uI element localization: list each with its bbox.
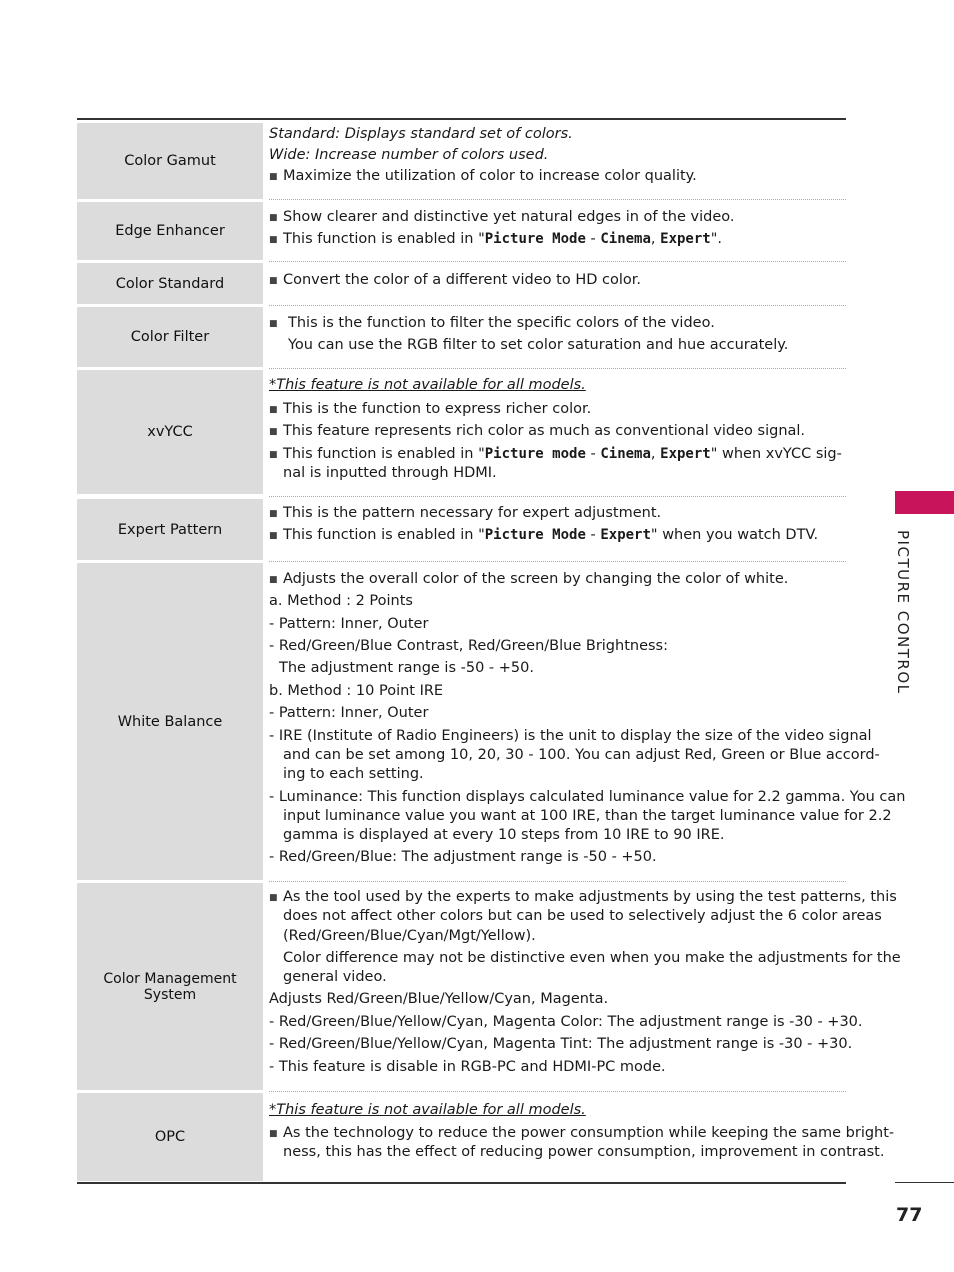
- text-line: This function is enabled in ": [283, 231, 485, 247]
- row-label: Color Management System: [77, 883, 263, 1090]
- bullet-icon: ■: [269, 319, 278, 329]
- bullet-line: [269, 422, 846, 442]
- menu-term: Picture Mode: [484, 527, 586, 543]
- text-line: The adjustment range is -50 - +50.: [279, 660, 534, 676]
- text-line: -: [585, 446, 601, 462]
- menu-term: Cinema: [600, 231, 651, 247]
- table-row-color-standard: [77, 263, 846, 306]
- row-description: [269, 307, 846, 369]
- table-row-color-gamut: [77, 123, 846, 200]
- text-line: Color difference may not be distinctive even when you make the adjustments for the: [283, 950, 901, 966]
- bullet-icon: ■: [269, 427, 278, 437]
- text-line: ,: [650, 231, 661, 247]
- row-label: xvYCC: [77, 370, 263, 494]
- menu-term: Expert: [600, 527, 651, 543]
- text-line: does not affect other colors but can be used to selectively adjust the 6 color areas: [283, 908, 882, 924]
- row-label: Color Standard: [77, 263, 263, 304]
- text-line: -: [585, 527, 601, 543]
- table-row-edge-enhancer: [77, 202, 846, 262]
- menu-term: Expert: [660, 231, 711, 247]
- menu-term: Picture Mode: [484, 231, 586, 247]
- row-description: [269, 263, 846, 306]
- text-line: Adjusts the overall color of the screen by changing the color of white.: [283, 571, 789, 587]
- bullet-icon: ■: [269, 893, 278, 903]
- bullet-icon: ■: [269, 213, 278, 223]
- bullet-line: [269, 400, 846, 420]
- table-bottom-rule: [77, 1182, 846, 1184]
- text-line: Adjusts Red/Green/Blue/Yellow/Cyan, Magenta.: [269, 991, 609, 1007]
- text-line: - This feature is disable in RGB-PC and HDMI-PC mode.: [269, 1059, 666, 1075]
- bullet-icon: ■: [269, 531, 278, 541]
- text-line: Standard: Displays standard set of colors.: [269, 126, 573, 142]
- availability-note: *This feature is not available for all models.: [269, 377, 586, 393]
- row-description: [269, 202, 846, 262]
- bullet-line: [269, 445, 846, 465]
- text-line: ".: [710, 231, 722, 247]
- row-label: Color Gamut: [77, 123, 263, 199]
- table-row-color-management-system: [77, 883, 901, 1092]
- text-line: This is the function to express richer color.: [283, 401, 592, 417]
- text-line: This feature represents rich color as much as conventional video signal.: [283, 423, 806, 439]
- menu-term: Expert: [660, 446, 711, 462]
- text-line: This function is enabled in ": [283, 446, 485, 462]
- text-line: input luminance value you want at 100 IRE, than the target luminance value for 2.2: [283, 808, 892, 824]
- availability-note: *This feature is not available for all models.: [269, 1102, 586, 1118]
- text-line: - Pattern: Inner, Outer: [269, 705, 429, 721]
- row-description: [269, 1093, 895, 1180]
- text-line: This is the function to filter the specific colors of the video.: [288, 315, 715, 331]
- bullet-line: [269, 208, 846, 228]
- text-line: As the technology to reduce the power consumption while keeping the same bright-: [283, 1125, 895, 1141]
- bullet-icon: ■: [269, 172, 278, 182]
- section-tab-marker: [895, 491, 954, 514]
- bullet-icon: ■: [269, 276, 278, 286]
- bullet-icon: ■: [269, 450, 278, 460]
- menu-term: Picture mode: [484, 446, 586, 462]
- table-row-color-filter: [77, 307, 846, 369]
- text-line: As the tool used by the experts to make adjustments by using the test patterns, this: [283, 889, 897, 905]
- text-line: ,: [650, 446, 661, 462]
- bullet-line: [269, 1124, 895, 1144]
- table-row-opc: [77, 1093, 895, 1180]
- text-line: (Red/Green/Blue/Cyan/Mgt/Yellow).: [283, 928, 536, 944]
- text-line: " when you watch DTV.: [650, 527, 819, 543]
- row-description: [269, 370, 846, 497]
- bullet-icon: ■: [269, 1129, 278, 1139]
- text-line: - Luminance: This function displays calculated luminance value for 2.2 gamma. You can: [269, 789, 906, 805]
- text-line: a. Method : 2 Points: [269, 593, 413, 609]
- text-line: You can use the RGB filter to set color saturation and hue accurately.: [288, 337, 789, 353]
- section-tab-label: [894, 530, 918, 710]
- text-line: - Pattern: Inner, Outer: [269, 616, 429, 632]
- text-line: - Red/Green/Blue/Yellow/Cyan, Magenta Color: The adjustment range is -30 - +30.: [269, 1014, 863, 1030]
- row-description: [269, 123, 846, 200]
- bullet-line: [269, 314, 846, 334]
- table-row-xvycc: [77, 370, 846, 497]
- bullet-icon: ■: [269, 575, 278, 585]
- text-line: This function is enabled in ": [283, 527, 485, 543]
- page-number: 77: [896, 1204, 923, 1226]
- text-line: " when xvYCC sig-: [710, 446, 842, 462]
- table-top-rule: [77, 118, 846, 120]
- row-label: White Balance: [77, 563, 263, 880]
- bullet-line: [269, 526, 846, 546]
- text-line: - Red/Green/Blue: The adjustment range is -50 - +50.: [269, 849, 657, 865]
- row-label: OPC: [77, 1093, 263, 1181]
- menu-term: Cinema: [600, 446, 651, 462]
- page-number-rule: [895, 1182, 954, 1183]
- row-label: Color Filter: [77, 307, 263, 367]
- bullet-line: [269, 271, 846, 291]
- text-line: ing to each setting.: [283, 766, 424, 782]
- row-description: [269, 883, 901, 1092]
- text-line: Show clearer and distinctive yet natural edges in of the video.: [283, 209, 735, 225]
- text-line: Convert the color of a different video to HD color.: [283, 272, 641, 288]
- row-description: [269, 499, 846, 562]
- text-line: - Red/Green/Blue Contrast, Red/Green/Blue Brightness:: [269, 638, 668, 654]
- text-line: -: [585, 231, 601, 247]
- bullet-icon: ■: [269, 405, 278, 415]
- row-label: Expert Pattern: [77, 499, 263, 560]
- text-line: Maximize the utilization of color to increase color quality.: [283, 168, 697, 184]
- text-line: Wide: Increase number of colors used.: [269, 147, 549, 163]
- text-line: - Red/Green/Blue/Yellow/Cyan, Magenta Tint: The adjustment range is -30 - +30.: [269, 1036, 853, 1052]
- table-row-expert-pattern: [77, 499, 846, 562]
- text-line: and can be set among 10, 20, 30 - 100. You can adjust Red, Green or Blue accord-: [283, 747, 880, 763]
- bullet-icon: ■: [269, 235, 278, 245]
- text-line: This is the pattern necessary for expert adjustment.: [283, 505, 662, 521]
- text-line: ness, this has the effect of reducing power consumption, improvement in contrast.: [283, 1144, 885, 1160]
- row-label: Edge Enhancer: [77, 202, 263, 260]
- bullet-line: [269, 570, 846, 590]
- text-line: nal is inputted through HDMI.: [283, 465, 497, 481]
- text-line: - IRE (Institute of Radio Engineers) is the unit to display the size of the video signal: [269, 728, 872, 744]
- text-line: gamma is displayed at every 10 steps from 10 IRE to 90 IRE.: [283, 827, 725, 843]
- text-line: general video.: [283, 969, 387, 985]
- bullet-line: [269, 504, 846, 524]
- bullet-line: [269, 888, 897, 908]
- text-line: b. Method : 10 Point IRE: [269, 683, 444, 699]
- bullet-line: [269, 167, 846, 187]
- bullet-icon: ■: [269, 509, 278, 519]
- section-title: PICTURE CONTROL: [894, 530, 912, 695]
- bullet-line: [269, 230, 846, 250]
